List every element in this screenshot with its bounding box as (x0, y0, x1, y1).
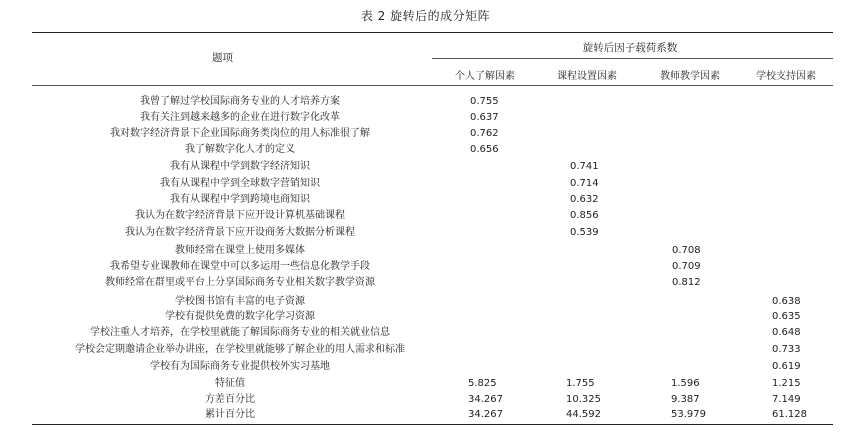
stats-value: 1.755 (566, 378, 595, 389)
row-label: 我曾了解过学校国际商务专业的人才培养方案 (140, 96, 340, 107)
stats-value: 5.825 (468, 378, 497, 389)
loading-value: 0.733 (772, 344, 801, 355)
loading-value: 0.539 (570, 227, 599, 238)
header-rule (32, 85, 833, 86)
stats-value: 34.267 (468, 409, 503, 420)
stats-value: 9.387 (671, 394, 700, 405)
row-label: 学校注重人才培养，在学校里就能了解国际商务专业的相关就业信息 (90, 327, 390, 338)
header-item-label: 题项 (212, 52, 233, 64)
table-row (0, 275, 851, 291)
table-row (0, 94, 851, 110)
loading-value: 0.648 (772, 327, 801, 338)
table-row (0, 309, 851, 325)
row-label: 我有从课程中学到全球数字营销知识 (160, 178, 320, 189)
row-label: 我有关注到越来越多的企业在进行数字化改革 (140, 112, 340, 123)
table-title: 表 2 旋转后的成分矩阵 (360, 9, 491, 23)
loading-value: 0.656 (470, 144, 499, 155)
loading-value: 0.709 (672, 261, 701, 272)
row-label: 教师经常在课堂上使用多媒体 (175, 245, 305, 256)
row-label: 我认为在数字经济背景下应开设计算机基础课程 (135, 210, 345, 221)
header-group-label: 旋转后因子载荷系数 (582, 42, 678, 54)
row-label: 我有从课程中学到数字经济知识 (170, 161, 310, 172)
row-label: 教师经常在群里或平台上分享国际商务专业相关数字教学资源 (105, 277, 375, 288)
table-row (0, 192, 851, 208)
loading-value: 0.638 (772, 296, 801, 307)
row-label: 学校会定期邀请企业举办讲座，在学校里就能够了解企业的用人需求和标准 (75, 344, 405, 355)
stats-value: 10.325 (566, 394, 601, 405)
stats-value: 61.128 (772, 409, 807, 420)
row-label: 我了解数字化人才的定义 (185, 144, 295, 155)
table-row (0, 176, 851, 192)
row-label: 我对数字经济背景下企业国际商务类岗位的用人标准很了解 (110, 128, 370, 139)
row-label: 学校有为国际商务专业提供校外实习基地 (150, 361, 330, 372)
loading-value: 0.619 (772, 361, 801, 372)
stats-label: 特征值 (215, 378, 245, 389)
row-label: 学校有提供免费的数字化学习资源 (165, 311, 315, 322)
loading-value: 0.762 (470, 128, 499, 139)
stats-label: 累计百分比 (205, 409, 255, 420)
table-row (0, 208, 851, 224)
table-row (0, 126, 851, 142)
loading-value: 0.637 (470, 112, 499, 123)
row-label: 我有从课程中学到跨境电商知识 (170, 194, 310, 205)
table-row (0, 225, 851, 241)
table-row (0, 342, 851, 358)
row-label: 学校图书馆有丰富的电子资源 (175, 296, 305, 307)
stats-row-variance (0, 392, 851, 408)
table-row (0, 159, 851, 175)
loading-value: 0.812 (672, 277, 701, 288)
table-row (0, 325, 851, 341)
row-label: 我希望专业课教师在课堂中可以多运用一些信息化教学手段 (110, 261, 370, 272)
loading-value: 0.741 (570, 161, 599, 172)
stats-value: 34.267 (468, 394, 503, 405)
stats-value: 53.979 (671, 409, 706, 420)
header-column: 教师教学因素 (660, 71, 720, 82)
table-row (0, 294, 851, 310)
stats-value: 7.149 (772, 394, 801, 405)
header-column: 课程设置因素 (557, 71, 617, 82)
bottom-rule (32, 424, 833, 425)
stats-row-eigenvalue (0, 376, 851, 392)
table-row (0, 110, 851, 126)
stats-row-cumulative (0, 407, 851, 423)
stats-value: 1.215 (772, 378, 801, 389)
loading-value: 0.632 (570, 194, 599, 205)
stats-value: 44.592 (566, 409, 601, 420)
header-column: 学校支持因素 (756, 71, 816, 82)
loading-value: 0.856 (570, 210, 599, 221)
table-row (0, 243, 851, 259)
table-row (0, 359, 851, 375)
table-row (0, 259, 851, 275)
table-row (0, 142, 851, 158)
group-rule (432, 58, 833, 59)
loading-value: 0.635 (772, 311, 801, 322)
stats-value: 1.596 (671, 378, 700, 389)
top-rule (32, 32, 833, 33)
header-column: 个人了解因素 (455, 71, 515, 82)
stats-label: 方差百分比 (205, 394, 255, 405)
loading-value: 0.714 (570, 178, 599, 189)
loading-value: 0.755 (470, 96, 499, 107)
loading-value: 0.708 (672, 245, 701, 256)
row-label: 我认为在数字经济背景下应开设商务大数据分析课程 (125, 227, 355, 238)
